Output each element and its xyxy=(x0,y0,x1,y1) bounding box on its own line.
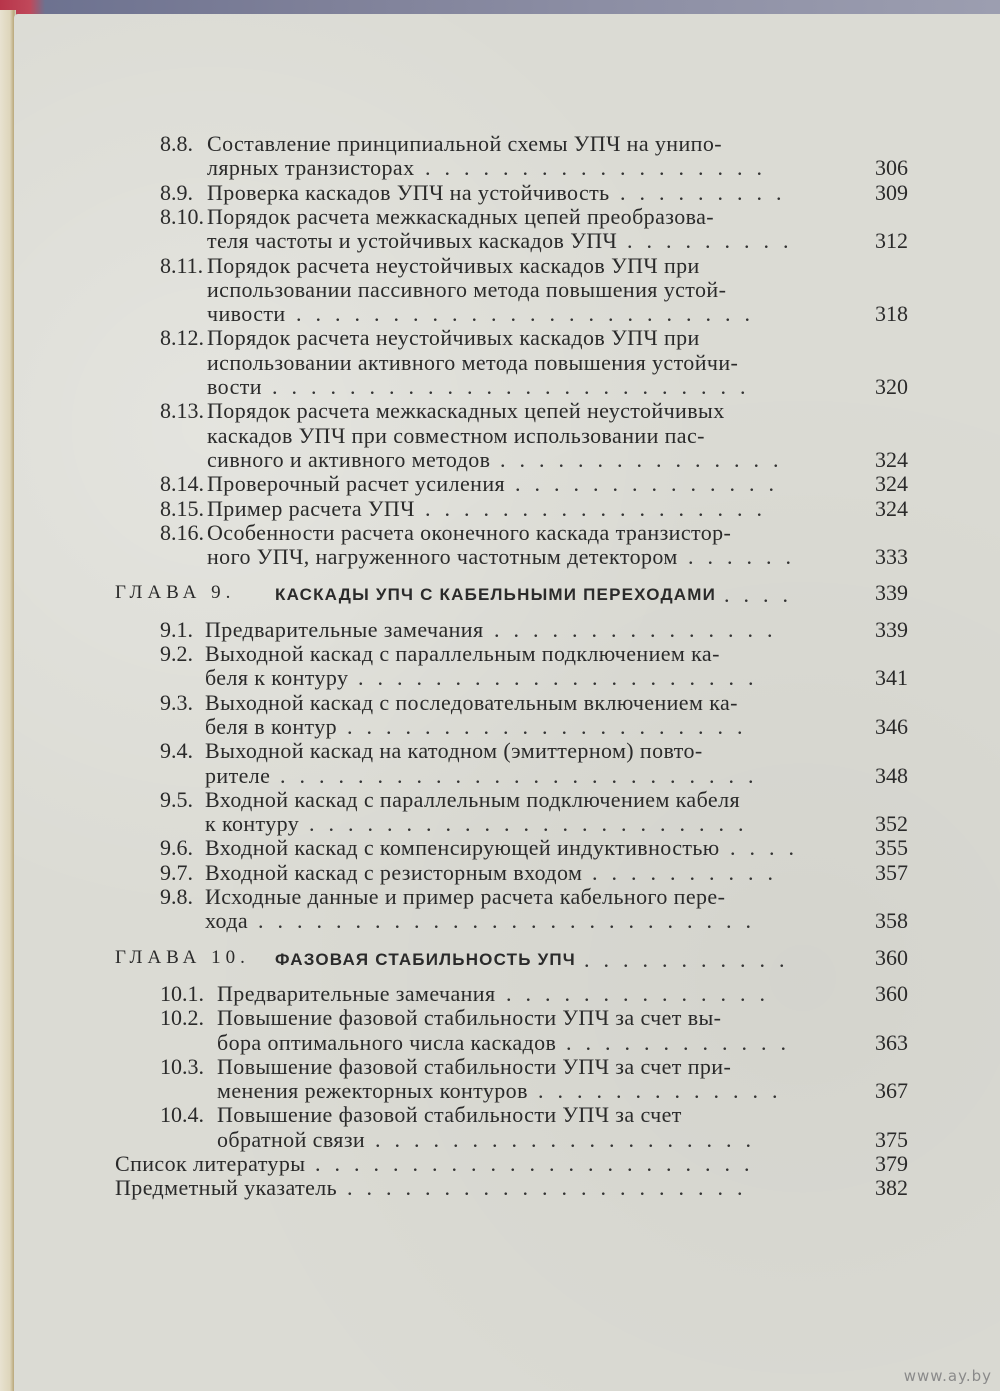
entry-title-line: вости xyxy=(207,374,262,399)
entry-number: 10.1. xyxy=(160,980,204,1006)
entry-number: 10.3. xyxy=(160,1053,204,1079)
page-number: 357 xyxy=(875,859,908,885)
dot-leader: ..................... xyxy=(358,665,768,691)
entry-number: 8.8. xyxy=(160,131,193,156)
dot-leader: ....................... xyxy=(309,811,758,837)
chapter-label: ГЛАВА 9. xyxy=(115,582,236,604)
entry-title-line: использовании активного метода повышения устойчи- xyxy=(207,349,739,375)
dot-leader: ......... xyxy=(627,228,803,254)
entry-title-line: Предварительные замечания xyxy=(205,616,484,642)
entry-title-line: чивости xyxy=(207,301,286,327)
entry-number: 9.6. xyxy=(160,835,193,861)
entry-title-line: Составление принципиальной схемы УПЧ на унипо- xyxy=(207,131,722,156)
page-number: 341 xyxy=(875,665,908,691)
entry-title-line: сивного и активного методов xyxy=(207,446,491,472)
entry-title-line: Список литературы xyxy=(115,1151,306,1176)
entry-number: 9.4. xyxy=(160,738,193,764)
entry-number: 10.2. xyxy=(160,1005,204,1031)
entry-title-line: Проверка каскадов УПЧ на устойчивость xyxy=(207,179,610,205)
dot-leader: .... xyxy=(730,835,808,861)
dot-leader: ............... xyxy=(494,616,787,642)
entry-title-line: Порядок расчета межкаскадных цепей преобразова- xyxy=(207,203,714,229)
entry-title-line: использовании пассивного метода повышения устой- xyxy=(207,276,727,302)
page-number: 312 xyxy=(875,228,908,254)
page-number: 375 xyxy=(875,1126,908,1152)
chapter-title: ФАЗОВАЯ СТАБИЛЬНОСТЬ УПЧ xyxy=(275,949,576,969)
watermark: www.ay.by xyxy=(903,1367,992,1385)
page-number: 320 xyxy=(875,374,908,399)
entry-number: 9.2. xyxy=(160,641,193,666)
dot-leader: ......................... xyxy=(272,374,760,399)
entry-title-line: Проверочный расчет усиления xyxy=(207,471,506,497)
dot-leader: .............. xyxy=(506,980,779,1006)
entry-title-line: Входной каскад с резисторным входом xyxy=(205,859,583,885)
dot-leader: .............. xyxy=(515,471,788,497)
dot-leader: ........................ xyxy=(296,301,764,327)
page-number: 363 xyxy=(875,1029,908,1055)
entry-title-line: Порядок расчета межкаскадных цепей неустойчивых xyxy=(207,398,725,424)
page-number: 348 xyxy=(875,762,908,788)
entry-title-line: Особенности расчета оконечного каскада транзистор- xyxy=(207,519,732,545)
page-number: 324 xyxy=(875,495,908,521)
dot-leader: ......................... xyxy=(280,762,768,788)
entry-number: 9.8. xyxy=(160,884,193,909)
page-number: 306 xyxy=(875,155,908,181)
entry-title-line: теля частоты и устойчивых каскадов УПЧ xyxy=(207,228,618,254)
entry-title-line: бора оптимального числа каскадов xyxy=(217,1029,557,1055)
entry-title-line: обратной связи xyxy=(217,1126,366,1152)
dot-leader: .................... xyxy=(375,1126,765,1152)
page-number: 339 xyxy=(875,580,908,606)
dot-leader: .................. xyxy=(425,495,776,521)
entry-title-line: Пример расчета УПЧ xyxy=(207,495,415,521)
page-number: 360 xyxy=(875,944,908,970)
entry-title-line: Предметный указатель xyxy=(115,1175,338,1201)
entry-number: 9.3. xyxy=(160,689,193,715)
dot-leader: ....................... xyxy=(315,1151,764,1176)
dot-leader: ......... xyxy=(620,179,796,205)
page-number: 379 xyxy=(875,1151,908,1176)
entry-title-line: каскадов УПЧ при совместном использовании пас- xyxy=(207,422,705,448)
chapter-label: ГЛАВА 10. xyxy=(115,946,250,968)
entry-title-line: ного УПЧ, нагруженного частотным детектором xyxy=(207,544,678,570)
entry-title-line: рителе xyxy=(205,762,271,788)
page-number: 346 xyxy=(875,713,908,739)
page-number: 358 xyxy=(875,908,908,934)
entry-title-line: Выходной каскад с параллельным подключением ка- xyxy=(205,641,720,666)
entry-number: 8.15. xyxy=(160,495,204,521)
page-number: 360 xyxy=(875,980,908,1006)
page-number: 355 xyxy=(875,835,908,861)
entry-title-line: Входной каскад с компенсирующей индуктивностью xyxy=(205,835,720,861)
entry-number: 8.11. xyxy=(160,252,204,278)
entry-title-line: Выходной каскад на катодном (эмиттерном) повто- xyxy=(205,738,703,764)
entry-number: 8.10. xyxy=(160,203,204,229)
page-number: 382 xyxy=(875,1175,908,1201)
page-number: 367 xyxy=(875,1078,908,1104)
chapter-title: КАСКАДЫ УПЧ С КАБЕЛЬНЫМИ ПЕРЕХОДАМИ xyxy=(275,585,717,605)
entry-title-line: к контуру xyxy=(205,811,300,837)
dot-leader: ............ xyxy=(566,1029,800,1055)
page-number: 324 xyxy=(875,471,908,497)
dot-leader: ........... xyxy=(584,946,799,972)
entry-number: 8.14. xyxy=(160,471,204,497)
page-number: 339 xyxy=(875,616,908,642)
entry-title-line: Порядок расчета неустойчивых каскадов УПЧ при xyxy=(207,325,700,351)
page-number: 324 xyxy=(875,446,908,472)
dot-leader: ............. xyxy=(538,1078,792,1104)
entry-number: 9.7. xyxy=(160,859,193,885)
dot-leader: ...... xyxy=(688,544,805,570)
entry-title-line: Порядок расчета неустойчивых каскадов УПЧ при xyxy=(207,252,700,278)
dot-leader: ..................... xyxy=(347,1175,757,1201)
dot-leader: .......... xyxy=(592,859,787,885)
entry-number: 8.9. xyxy=(160,179,193,205)
entry-title-line: Выходной каскад с последовательным включением ка- xyxy=(205,689,738,715)
entry-number: 9.5. xyxy=(160,786,193,812)
entry-title-line: беля в контур xyxy=(205,713,338,739)
page-number: 352 xyxy=(875,811,908,837)
entry-title-line: менения режекторных контуров xyxy=(217,1078,528,1104)
entry-title-line: Повышение фазовой стабильности УПЧ за счет при- xyxy=(217,1053,732,1079)
dot-leader: .................. xyxy=(425,155,776,181)
dot-leader: .... xyxy=(724,582,802,608)
page-number: 318 xyxy=(875,301,908,327)
entry-title-line: лярных транзисторах xyxy=(207,155,415,181)
entry-number: 8.13. xyxy=(160,398,204,424)
entry-number: 10.4. xyxy=(160,1102,204,1128)
entry-number: 8.16. xyxy=(160,519,204,545)
dot-leader: .......................... xyxy=(258,908,765,934)
page-number: 309 xyxy=(875,179,908,205)
entry-title-line: Повышение фазовой стабильности УПЧ за счет вы- xyxy=(217,1005,722,1031)
dot-leader: ............... xyxy=(500,446,793,472)
entry-title-line: Исходные данные и пример расчета кабельного пере- xyxy=(205,884,726,909)
entry-number: 9.1. xyxy=(160,616,193,642)
page-number: 333 xyxy=(875,544,908,570)
entry-title-line: хода xyxy=(205,908,249,934)
entry-title-line: Предварительные замечания xyxy=(217,980,496,1006)
entry-title-line: Входной каскад с параллельным подключением кабеля xyxy=(205,786,740,812)
entry-number: 8.12. xyxy=(160,325,204,351)
entry-title-line: беля к контуру xyxy=(205,665,349,691)
dot-leader: ..................... xyxy=(347,713,757,739)
entry-title-line: Повышение фазовой стабильности УПЧ за счет xyxy=(217,1102,682,1128)
